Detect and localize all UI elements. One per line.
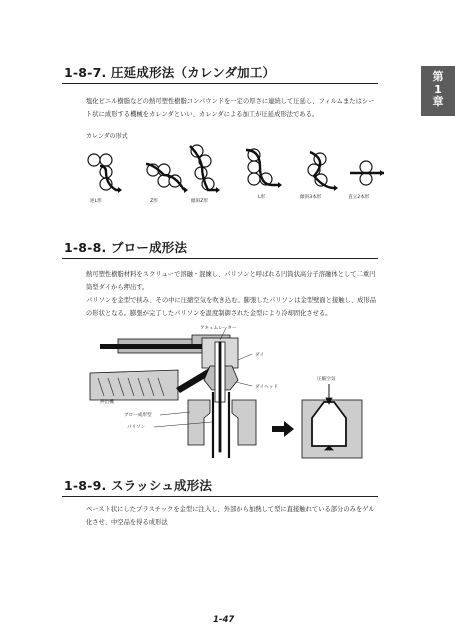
- calender-types-figure: [80, 140, 390, 220]
- section-rule: [62, 258, 378, 259]
- section-3-line-2: 化させ、中空品を得る成形法: [86, 519, 168, 526]
- label-die-head: ダイヘッド: [255, 385, 278, 390]
- calender-label-inclined-z: 傾斜Z形: [191, 199, 208, 204]
- label-extruder: 押出機: [100, 400, 114, 405]
- chapter-tab-line3: 章: [432, 95, 444, 108]
- section-2-line-3: パリソンを金型で挟み、その中に圧縮空気を吹き込む。膨張したパリソンは金型壁面と接触し、成形品: [86, 297, 377, 304]
- label-parison: パリソン: [127, 425, 146, 430]
- blow-molding-diagram: [80, 318, 380, 468]
- calender-label-l: L形: [258, 195, 266, 200]
- chapter-tab-line2: 1: [434, 82, 442, 96]
- label-die: ダイ: [255, 353, 265, 358]
- section-3-paragraph: [86, 503, 375, 529]
- expanded-mold: [302, 384, 362, 458]
- section-1-paragraph: [86, 95, 374, 121]
- section-rule: [62, 83, 378, 84]
- section-title-blow-molding: 1-8-8. ブロー成形法: [64, 240, 188, 255]
- page-number: 1-47: [213, 615, 235, 625]
- section-2-line-2: 筒型ダイから押出す。: [86, 284, 149, 291]
- section-2-line-4: の形状となる。膨張が完了したパリソンを温度制御された金型により冷却固化させる。: [86, 310, 332, 317]
- die-head: [202, 338, 238, 452]
- calender-label-inclined-3-roll: 傾斜3本形: [300, 195, 322, 200]
- calender-label-z: Z形: [150, 199, 158, 204]
- label-compressed-air: 圧縮空気: [317, 377, 336, 382]
- label-blow-mold: ブロー成形型: [124, 413, 152, 418]
- chapter-tab: [421, 66, 455, 116]
- section-1-line-2: ト状に成形する機械をカレンダといい、カレンダによる加工が圧延成形法である。: [86, 111, 319, 118]
- section-rule: [62, 496, 378, 497]
- section-2-paragraph: [86, 268, 376, 320]
- calender-figure-caption: カレンダの形式: [86, 133, 128, 140]
- blow-mold: [188, 400, 256, 445]
- chapter-tab-line1: 第: [432, 70, 444, 83]
- label-accumulator: アキュムレーター: [200, 326, 237, 331]
- section-title-calendering: 1-8-7. 圧延成形法（カレンダ加工）: [64, 65, 276, 80]
- calender-label-vertical-2-roll: 直立2本形: [348, 195, 370, 200]
- arrow-icon: [272, 421, 294, 437]
- section-2-line-1: 熱可塑性樹脂材料をスクリューで溶融・混練し、パリソンと呼ばれる円筒状高分子溶融体として二重円: [86, 271, 376, 278]
- section-1-line-1: 塩化ビニル樹脂などの熱可塑性樹脂コンパウンドを一定の厚さに連続して圧延し、フィルムまたはシー: [86, 98, 375, 105]
- section-title-slush-molding: 1-8-9. スラッシュ成形法: [64, 478, 213, 493]
- calender-label-reverse-l: 逆L形: [90, 199, 102, 204]
- section-3-line-1: ペースト状にしたプラスチックを金型に注入し、外部から加熱して型に直接触れている部分のみをゲル: [86, 506, 375, 513]
